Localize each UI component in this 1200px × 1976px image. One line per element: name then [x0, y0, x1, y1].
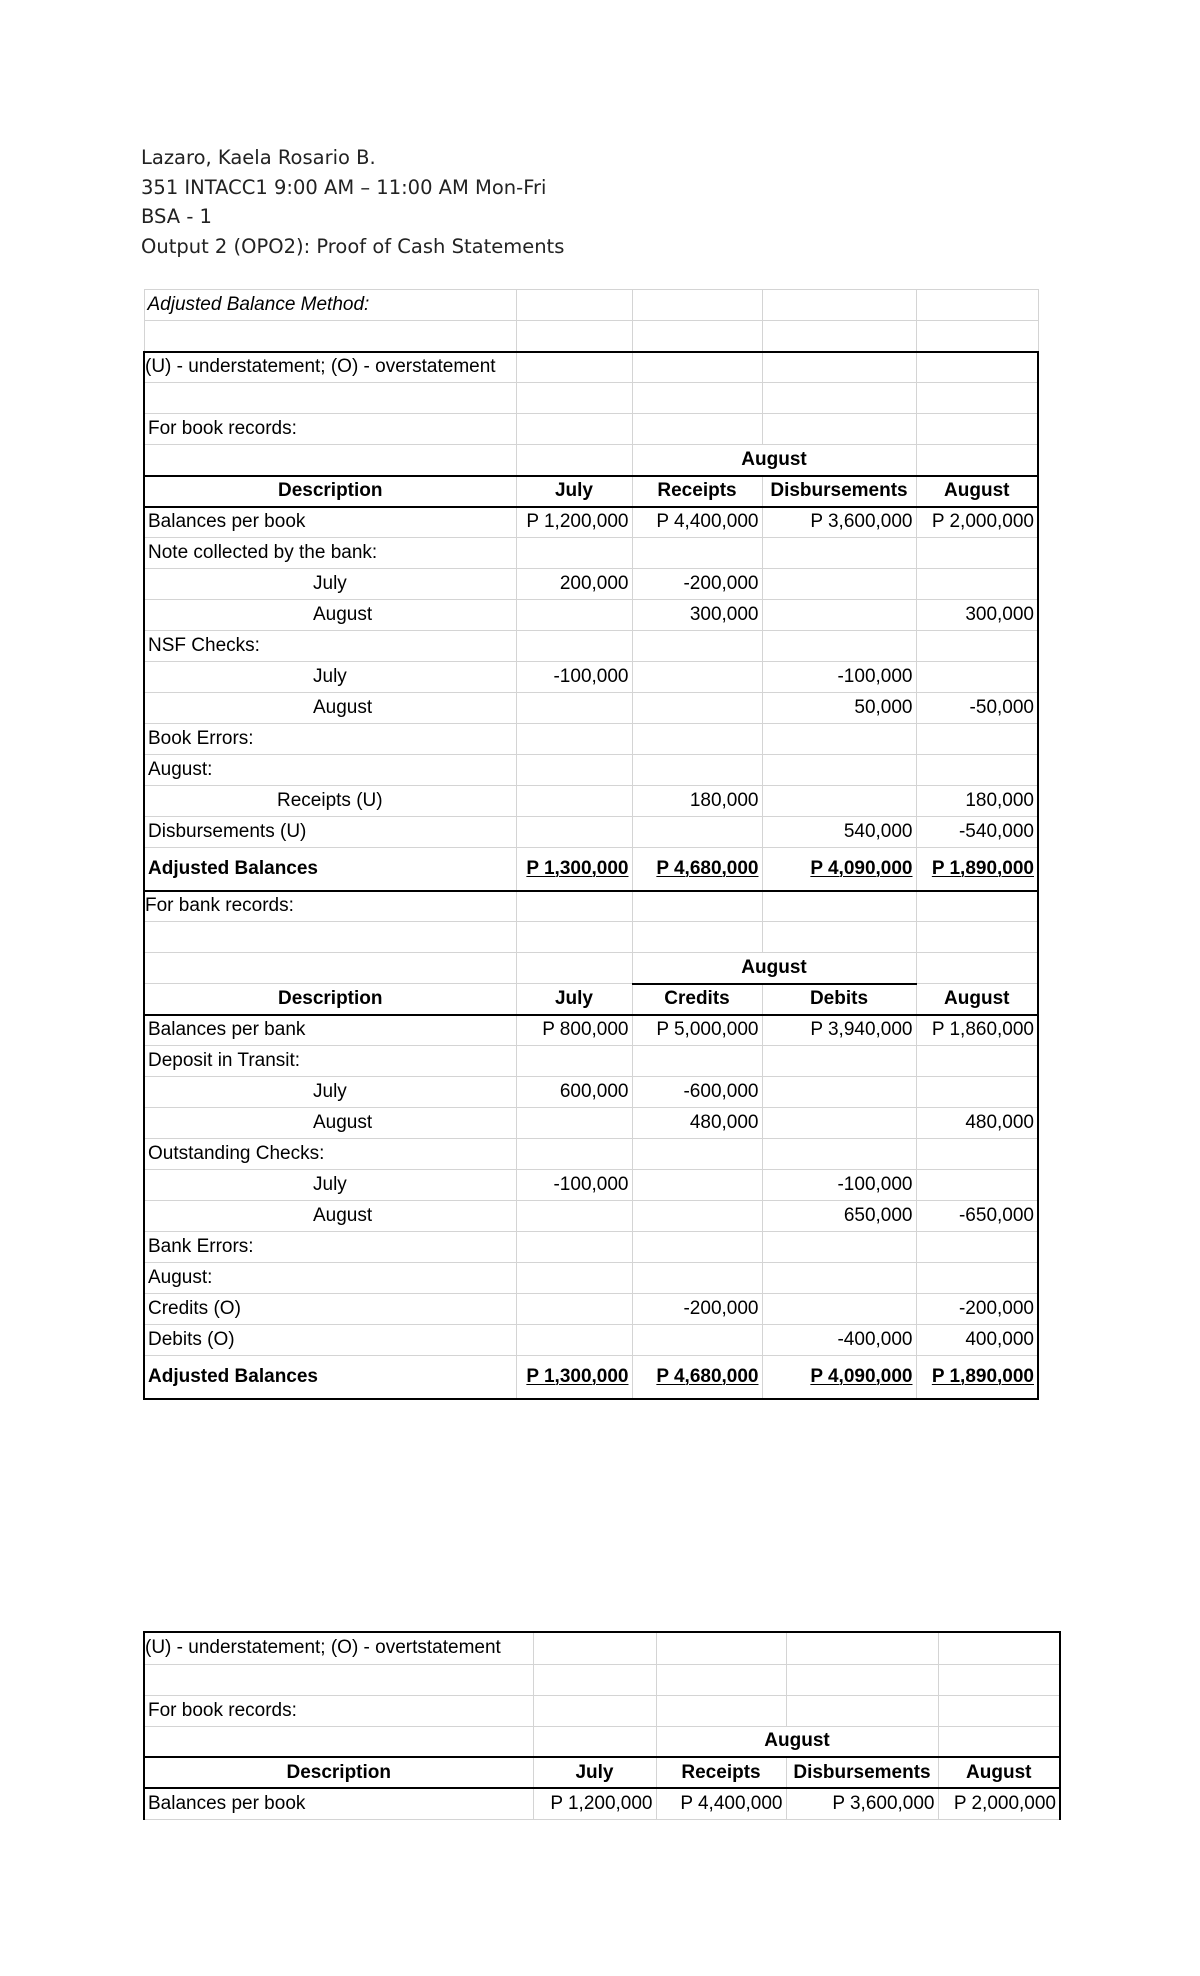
student-name: Lazaro, Kaela Rosario B.	[141, 146, 376, 169]
legend-row-2	[144, 1632, 1060, 1664]
book-group-header-2	[144, 1726, 1060, 1757]
table-row: August 300,000 300,000	[144, 600, 1038, 631]
bank-col-credits: Credits	[632, 984, 762, 1015]
program: BSA - 1	[141, 205, 212, 228]
table-row: Book Errors:	[144, 724, 1038, 755]
bank-col-description: Description	[144, 984, 516, 1015]
table-row: Balances per bank P 800,000 P 5,000,000 P 3,940,000 P 1,860,000	[144, 1015, 1038, 1046]
book-section-label: For book records:	[144, 414, 516, 445]
table-row: July -100,000 -100,000	[144, 1170, 1038, 1201]
table-row: August:	[144, 755, 1038, 786]
legend-text-2: (U) - understatement; (O) - overtstatement	[144, 1632, 533, 1664]
bank-august-group: August	[632, 953, 916, 984]
bank-group-header	[144, 953, 1038, 984]
table-row: Receipts (U) 180,000 180,000	[144, 786, 1038, 817]
table-row: Disbursements (U) 540,000 -540,000	[144, 817, 1038, 848]
book-col-receipts-2: Receipts	[656, 1757, 786, 1788]
book-adjusted-july: P 1,300,000	[526, 857, 629, 879]
book-column-headers	[144, 476, 1038, 507]
table-row: July -100,000 -100,000	[144, 662, 1038, 693]
bank-adjusted-row	[144, 1356, 1038, 1399]
book-august-group: August	[632, 445, 916, 476]
book-col-disbursements-2: Disbursements	[786, 1757, 938, 1788]
book-col-august: August	[916, 476, 1038, 507]
book-col-august-2: August	[938, 1757, 1060, 1788]
book-col-disbursements: Disbursements	[762, 476, 916, 507]
bank-column-headers	[144, 984, 1038, 1015]
legend-text: (U) - understatement; (O) - overstatement	[144, 352, 516, 383]
table-row: August 650,000 -650,000	[144, 1201, 1038, 1232]
table-row: Debits (O) -400,000 400,000	[144, 1325, 1038, 1356]
table-row: Balances per book P 1,200,000 P 4,400,000 P 3,600,000 P 2,000,000	[144, 507, 1038, 538]
book-adjusted-august: P 1,890,000	[931, 857, 1034, 879]
bank-col-july: July	[516, 984, 632, 1015]
book-column-headers-2	[144, 1757, 1060, 1788]
legend-row	[144, 352, 1038, 383]
output-title: Output 2 (OPO2): Proof of Cash Statements	[141, 234, 565, 258]
book-adjusted-row	[144, 848, 1038, 891]
table-row: July 200,000 -200,000	[144, 569, 1038, 600]
book-adjusted-disbursements: P 4,090,000	[810, 857, 913, 879]
proof-of-cash-table	[143, 289, 1039, 1400]
table-row: NSF Checks:	[144, 631, 1038, 662]
bank-section-row	[144, 891, 1038, 922]
book-col-description: Description	[144, 476, 516, 507]
book-section-row-2	[144, 1695, 1060, 1726]
table-row: August 50,000 -50,000	[144, 693, 1038, 724]
method-row	[144, 290, 1038, 321]
book-col-receipts: Receipts	[632, 476, 762, 507]
table-row: Note collected by the bank:	[144, 538, 1038, 569]
table-row: Bank Errors:	[144, 1232, 1038, 1263]
bank-adjusted-credits: P 4,680,000	[656, 1365, 759, 1387]
book-col-description-2: Description	[144, 1757, 533, 1788]
table-row: July 600,000 -600,000	[144, 1077, 1038, 1108]
bank-adjusted-july: P 1,300,000	[526, 1365, 629, 1387]
table-row: Credits (O) -200,000 -200,000	[144, 1294, 1038, 1325]
table-row: August 480,000 480,000	[144, 1108, 1038, 1139]
bank-section-label: For bank records:	[144, 891, 516, 922]
proof-of-cash-table-continued	[143, 1631, 1061, 1820]
book-section-label-2: For book records:	[144, 1695, 533, 1726]
book-col-july: July	[516, 476, 632, 507]
book-col-july-2: July	[533, 1757, 656, 1788]
bank-col-august: August	[916, 984, 1038, 1015]
book-group-header	[144, 445, 1038, 476]
book-section-row	[144, 414, 1038, 445]
table-row: Balances per book P 1,200,000 P 4,400,000 P 3,600,000 P 2,000,000	[144, 1788, 1060, 1819]
document-header	[141, 143, 564, 261]
table-row: August:	[144, 1263, 1038, 1294]
book-adjusted-receipts: P 4,680,000	[656, 857, 759, 879]
bank-adjusted-label: Adjusted Balances	[144, 1356, 516, 1399]
bank-col-debits: Debits	[762, 984, 916, 1015]
book-august-group-2: August	[656, 1726, 938, 1757]
bank-adjusted-august: P 1,890,000	[931, 1365, 1034, 1387]
bank-adjusted-debits: P 4,090,000	[810, 1365, 913, 1387]
course-schedule: 351 INTACC1 9:00 AM – 11:00 AM Mon-Fri	[141, 175, 547, 199]
method-label: Adjusted Balance Method:	[144, 290, 516, 321]
table-row: Outstanding Checks:	[144, 1139, 1038, 1170]
book-adjusted-label: Adjusted Balances	[144, 848, 516, 891]
table-row: Deposit in Transit:	[144, 1046, 1038, 1077]
